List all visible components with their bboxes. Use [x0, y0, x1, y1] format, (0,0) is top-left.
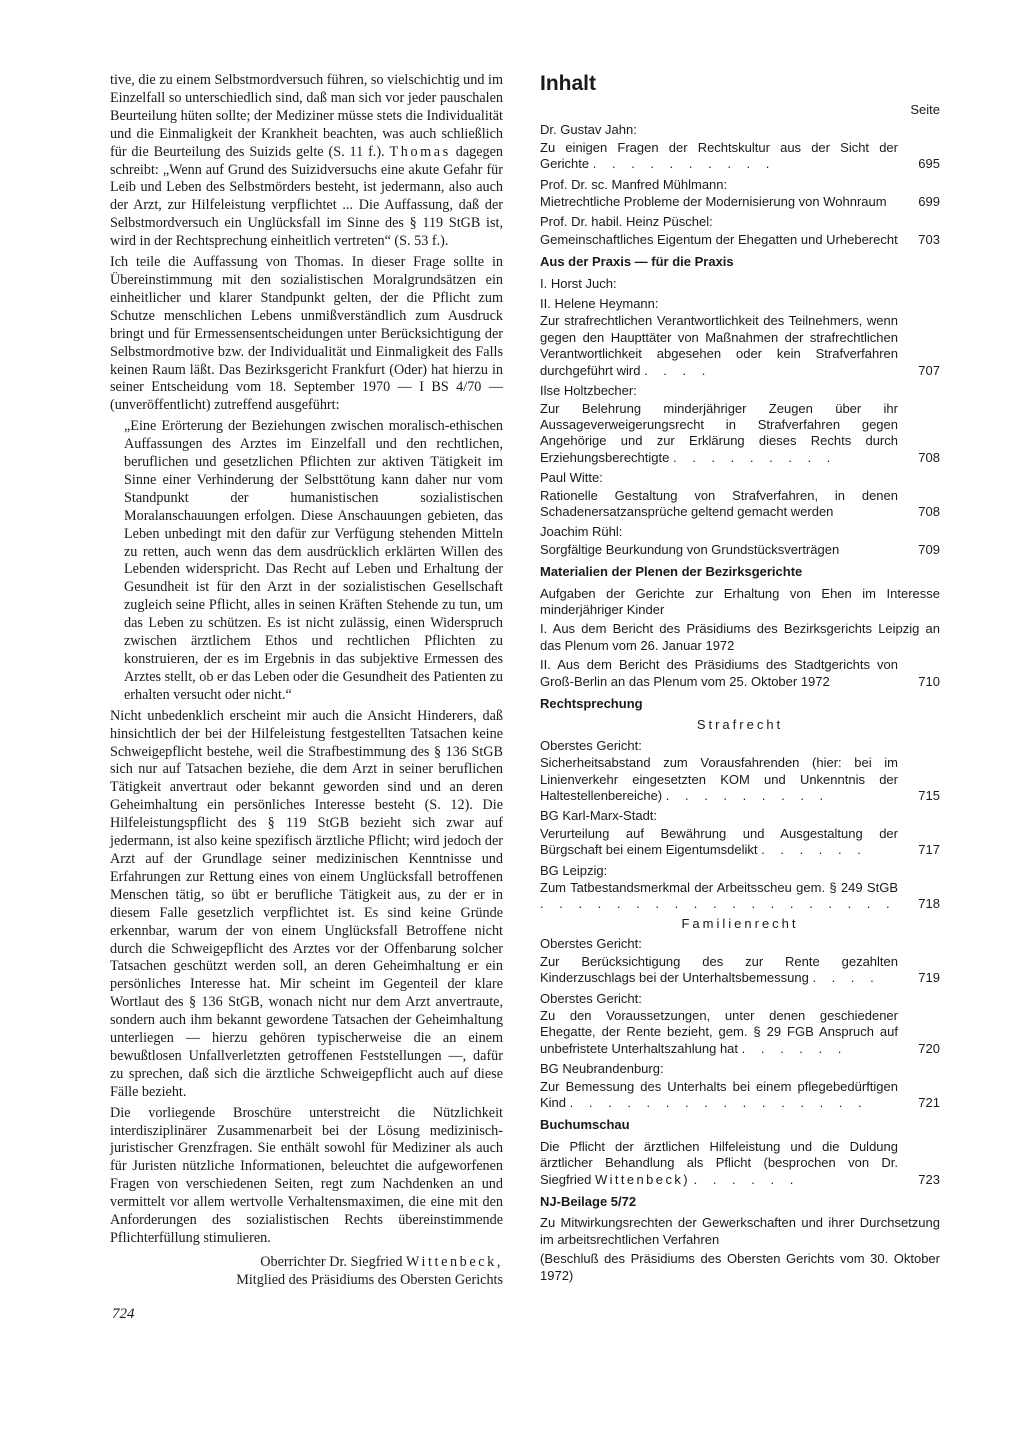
toc-court: BG Karl-Marx-Stadt:: [540, 808, 658, 824]
toc-page-number: 717: [918, 842, 940, 858]
signature-name: Wittenbeck,: [406, 1253, 503, 1270]
toc-entry[interactable]: Die Pflicht der ärztlichen Hilfeleistung und die Duldung ärztlicher Behandlung als Pflicht (besprochen von Dr. Siegfried Wittenbeck) . . . . . . 723: [540, 1138, 940, 1187]
table-of-contents: [540, 72, 940, 1287]
article-column: [110, 72, 503, 1290]
toc-entry[interactable]: Zum Tatbestandsmerkmal der Arbeitsscheu gem. § 249 StGB . . . . . . . . . . . . . . . . . . . 718: [540, 880, 940, 912]
toc-page-number: 695: [918, 156, 940, 172]
toc-page-number: 718: [918, 896, 940, 912]
toc-page-number: 708: [918, 503, 940, 519]
signature-title: Oberrichter Dr. Siegfried: [260, 1253, 403, 1270]
toc-entry[interactable]: Zur Berücksichtigung des zur Rente gezahlten Kinderzuschlags bei der Unterhaltsbemessung . . . . 719: [540, 953, 940, 986]
toc-page-number: 720: [918, 1040, 940, 1056]
section-heading: Rechtsprechung: [540, 696, 643, 711]
toc-title: Inhalt: [540, 72, 596, 95]
toc-page-number: 709: [918, 541, 940, 557]
toc-page-number: 715: [918, 788, 940, 804]
toc-entry[interactable]: Verurteilung auf Bewährung und Ausgestaltung der Bürgschaft bei einem Eigentumsdelikt . . . . . . 717: [540, 825, 940, 858]
page-column-label: Seite: [910, 102, 940, 117]
toc-author: I. Horst Juch:: [540, 275, 617, 291]
signature-block: [110, 1254, 503, 1290]
toc-entry-text: Zu Mitwirkungsrechten der Gewerkschaften und ihrer Durchsetzung im arbeitsrechtlichen Verfahren: [540, 1215, 940, 1247]
toc-author: Dr. Gustav Jahn:: [540, 122, 637, 138]
toc-author: Ilse Holtzbecher:: [540, 383, 637, 399]
toc-page-number: 707: [918, 362, 940, 378]
toc-entry[interactable]: Zur strafrechtlichen Verantwortlichkeit des Teilnehmers, wenn gegen den Haupttäter von Maßnahmen der strafrechtlichen Verantwortlichkeit abgesehen oder kein Strafverfahren durchgeführt wird . . . . 707: [540, 313, 940, 378]
section-heading: NJ-Beilage 5/72: [540, 1193, 637, 1209]
toc-entry[interactable]: Sicherheitsabstand zum Vorausfahrenden (hier: bei im Linienverkehr eingesetzten KOM und Unkenntnis der Haltestellenbereiche) . . . . . . . . . 715: [540, 755, 940, 804]
article-paragraph: Ich teile die Auffassung von Thomas. In dieser Frage sollte in Übereinstimmung mit den sozialistischen Moralgrundsätzen ein einheitlicher und klarer Standpunkt gelten, der die Pflicht zum Schutze menschlichen Lebens unmißverständlich zum Ausdruck bringt und für Ermessensentscheidungen unter Berücksichtigung der Selbstmordmotive bzw. der Individualität und Einmaligkeit des Falls keinen Raum läßt. Das Bezirksgericht Frankfurt (Oder) hat hierzu in seiner Entscheidung vom 18. September 1970 — I BS 4/70 — (unveröffentlicht) zutreffend ausgeführt:: [110, 254, 503, 414]
toc-page-number: 699: [918, 194, 940, 210]
quotation: „Eine Erörterung der Beziehungen zwischen moralisch-ethischen Auffassungen des Arztes im Einzelfall und den rechtlichen, beruflichen und gesetzlichen Pflichten zur aktiven Tätigkeit im Sinne einer Verhinderung der Selbsttötung kann daher nur vom Standpunkt der humanistischen sozialistischen Moralanschauungen erfolgen. Diese Anschauungen gebieten, das Leben unbedingt mit den dafür zur Verfügung stehenden Mitteln zu retten, auch wenn das dem ausdrücklich erklärten Willen des Lebenden widerspricht. Das Recht auf Leben und Erhaltung der Gesundheit ist für den Arzt in der sozialistischen Gesellschaft zugleich seine Pflicht, alles in seinen Kräften Stehende zu tun, um das Leben zu schützen. Es ist nicht zulässig, einen Widerspruch zwischen ärztlichem Ethos und rechtlichen Pflichten zu konstruieren, der es im Ergebnis in das subjektive Ermessen des Arztes stellt, ob er das Leben oder die Gesundheit des Patienten zu erhalten versucht oder nicht.“: [124, 418, 504, 703]
section-heading: Buchumschau: [540, 1117, 630, 1133]
toc-entry[interactable]: II. Aus dem Bericht des Präsidiums des Stadtgerichts von Groß-Berlin an das Plenum vom 25. Oktober 1972 710: [540, 657, 940, 689]
section-heading: Aus der Praxis — für die Praxis: [540, 254, 734, 270]
toc-court: Oberstes Gericht:: [540, 990, 642, 1006]
page-number: 724: [112, 1306, 135, 1322]
toc-entry[interactable]: Zu einigen Fragen der Rechtskultur aus der Sicht der Gerichte . . . . . . . . . . 695: [540, 139, 940, 172]
toc-court: Oberstes Gericht:: [540, 936, 642, 952]
article-paragraph: tive, die zu einem Selbstmordversuch führen, so vielschichtig und im Einzelfall so unterschiedlich sind, daß man sich vor jeder pauschalen Beurteilung hüten sollte; der Mediziner müsse stets die Individualität und die Einmaligkeit der Krankheit beachten, was auch schließlich für die Beurteilung des Suizids gelte (S. 11 f.). Thomas dagegen schreibt: „Wenn auf Grund des Suizidversuchs eine akute Gefahr für Leib und Leben des Selbstmörders besteht, ist jedermann, also auch der Arzt, zur Hilfeleistung verpflichtet ... Die Auffassung, daß der Selbstmordversuch ein Unglücksfall im Sinne des § 119 StGB ist, wird in der Rechtsprechung einheitlich vertreten“ (S. 53 f.).: [110, 72, 503, 250]
toc-page-number: 723: [918, 1171, 940, 1187]
toc-entry[interactable]: Zur Bemessung des Unterhalts bei einem pflegebedürftigen Kind . . . . . . . . . . . . . . . . 721: [540, 1078, 940, 1110]
article-paragraph: Die vorliegende Broschüre unterstreicht die Nützlichkeit interdisziplinärer Zusammenarbeit bei der Lösung medizinisch-juristischer Grenzfragen. Sie enthält sowohl für Mediziner als auch für Juristen nützliche Informationen, beleuchtet die aufgeworfenen Fragen von verschiedenen Seiten, regt zum Nachdenken an und vermittelt vor allem wertvolle Verhaltensmaximen, die eine mit den Anforderungen des sozialistischen Rechts übereinstimmende Pflichterfüllung stimulieren.: [110, 1104, 503, 1246]
toc-author: II. Helene Heymann:: [540, 296, 659, 312]
toc-entry-text: (Beschluß des Präsidiums des Obersten Gerichts vom 30. Oktober 1972): [540, 1251, 940, 1283]
subsection-heading: Familienrecht: [681, 915, 799, 931]
toc-entry[interactable]: Zu den Voraussetzungen, unter denen geschiedener Ehegatte, der Rente bezieht, gem. § 29 FGB Anspruch auf unbefristete Unterhaltszahlung hat . . . . . . 720: [540, 1007, 940, 1056]
article-paragraph: Nicht unbedenklich erscheint mir auch die Ansicht Hinderers, daß hinsichtlich der bei der Hilfeleistung festgestellten Tatsachen keine Schweigepflicht bestehe, weil die Strafbestimmung des § 136 StGB sich nur auf Tatsachen beziehe, die dem Arzt in seiner beruflichen Tätigkeit anvertraut oder bekannt geworden sind und an deren Geheimhaltung ein persönliches Interesse besteht (S. 12). Die Hilfeleistungspflicht des § 119 StGB bezieht sich zwar auf jedermann, ist also keine spezifisch ärztliche Pflicht; wird jedoch der Arzt auf der Grundlage seiner medizinischen Kenntnisse und Erfahrungen zur Rettung eines von einem Unglücksfall betroffenen Menschen tätig, so übt er berufliche Tätigkeit aus, zu der er in diesem Falle gesetzlich verpflichtet ist. Es sind keine Gründe erkennbar, warum der von einem Unglücksfall Betroffene nicht durch die Schweigepflicht des Arztes vor der Offenbarung solcher Tatsachen geschützt werden soll, an deren Geheimhaltung er ein persönliches Interesse hat. Mir scheint im Gegenteil der klare Wortlaut des § 136 StGB, wonach nicht nur dem Arzt anvertraute, sondern auch ihm bekannt gewordene Tatsachen der Geheimhaltung unterliegen — hierzu gehören typischerweise die an einem bewußtlosen Unfallverletzten getroffenen Feststellungen —, dafür zu sprechen, daß sich die ärztliche Schweigepflicht auch auf diese Fälle bezieht.: [110, 707, 503, 1100]
toc-page-number: 721: [918, 1094, 940, 1110]
toc-court: Oberstes Gericht:: [540, 737, 642, 753]
toc-author: Prof. Dr. sc. Manfred Mühlmann:: [540, 176, 728, 192]
section-heading: Materialien der Plenen der Bezirksgerichte: [540, 564, 803, 580]
toc-entry-text: Aufgaben der Gerichte zur Erhaltung von Ehen im Interesse minderjähriger Kinder: [540, 585, 940, 617]
toc-entry[interactable]: Rationelle Gestaltung von Strafverfahren, in denen Schadenersatzansprüche geltend gemacht werden 708: [540, 487, 940, 519]
toc-page-number: 708: [918, 449, 940, 465]
toc-entry[interactable]: Gemeinschaftliches Eigentum der Ehegatten und Urheberecht 703: [540, 231, 940, 247]
toc-page-number: 703: [918, 231, 940, 247]
toc-page-number: 719: [918, 970, 940, 986]
toc-court: BG Neubrandenburg:: [540, 1061, 664, 1077]
toc-entry-text: I. Aus dem Bericht des Präsidiums des Bezirksgerichts Leipzig an das Plenum vom 26. Januar 1972: [540, 621, 940, 653]
author-name: Thomas: [389, 143, 451, 160]
toc-entry[interactable]: Zur Belehrung minderjähriger Zeugen über ihr Aussageverweigerungsrecht in Strafverfahren gegen Angehörige und zur Erklärung dieses Rechts durch Erziehungsberechtigte . . . . . . . . . 708: [540, 400, 940, 465]
toc-entry[interactable]: Mietrechtliche Probleme der Modernisierung von Wohnraum 699: [540, 194, 940, 210]
toc-page-number: 710: [918, 673, 940, 689]
toc-court: BG Leipzig:: [540, 862, 608, 878]
toc-author: Prof. Dr. habil. Heinz Püschel:: [540, 214, 713, 230]
signature-affiliation: Mitglied des Präsidiums des Obersten Gerichts: [236, 1271, 503, 1288]
toc-author: Paul Witte:: [540, 470, 603, 486]
toc-entry[interactable]: Sorgfältige Beurkundung von Grundstücksverträgen 709: [540, 541, 940, 557]
toc-author: Joachim Rühl:: [540, 524, 623, 540]
subsection-heading: Strafrecht: [696, 717, 784, 733]
